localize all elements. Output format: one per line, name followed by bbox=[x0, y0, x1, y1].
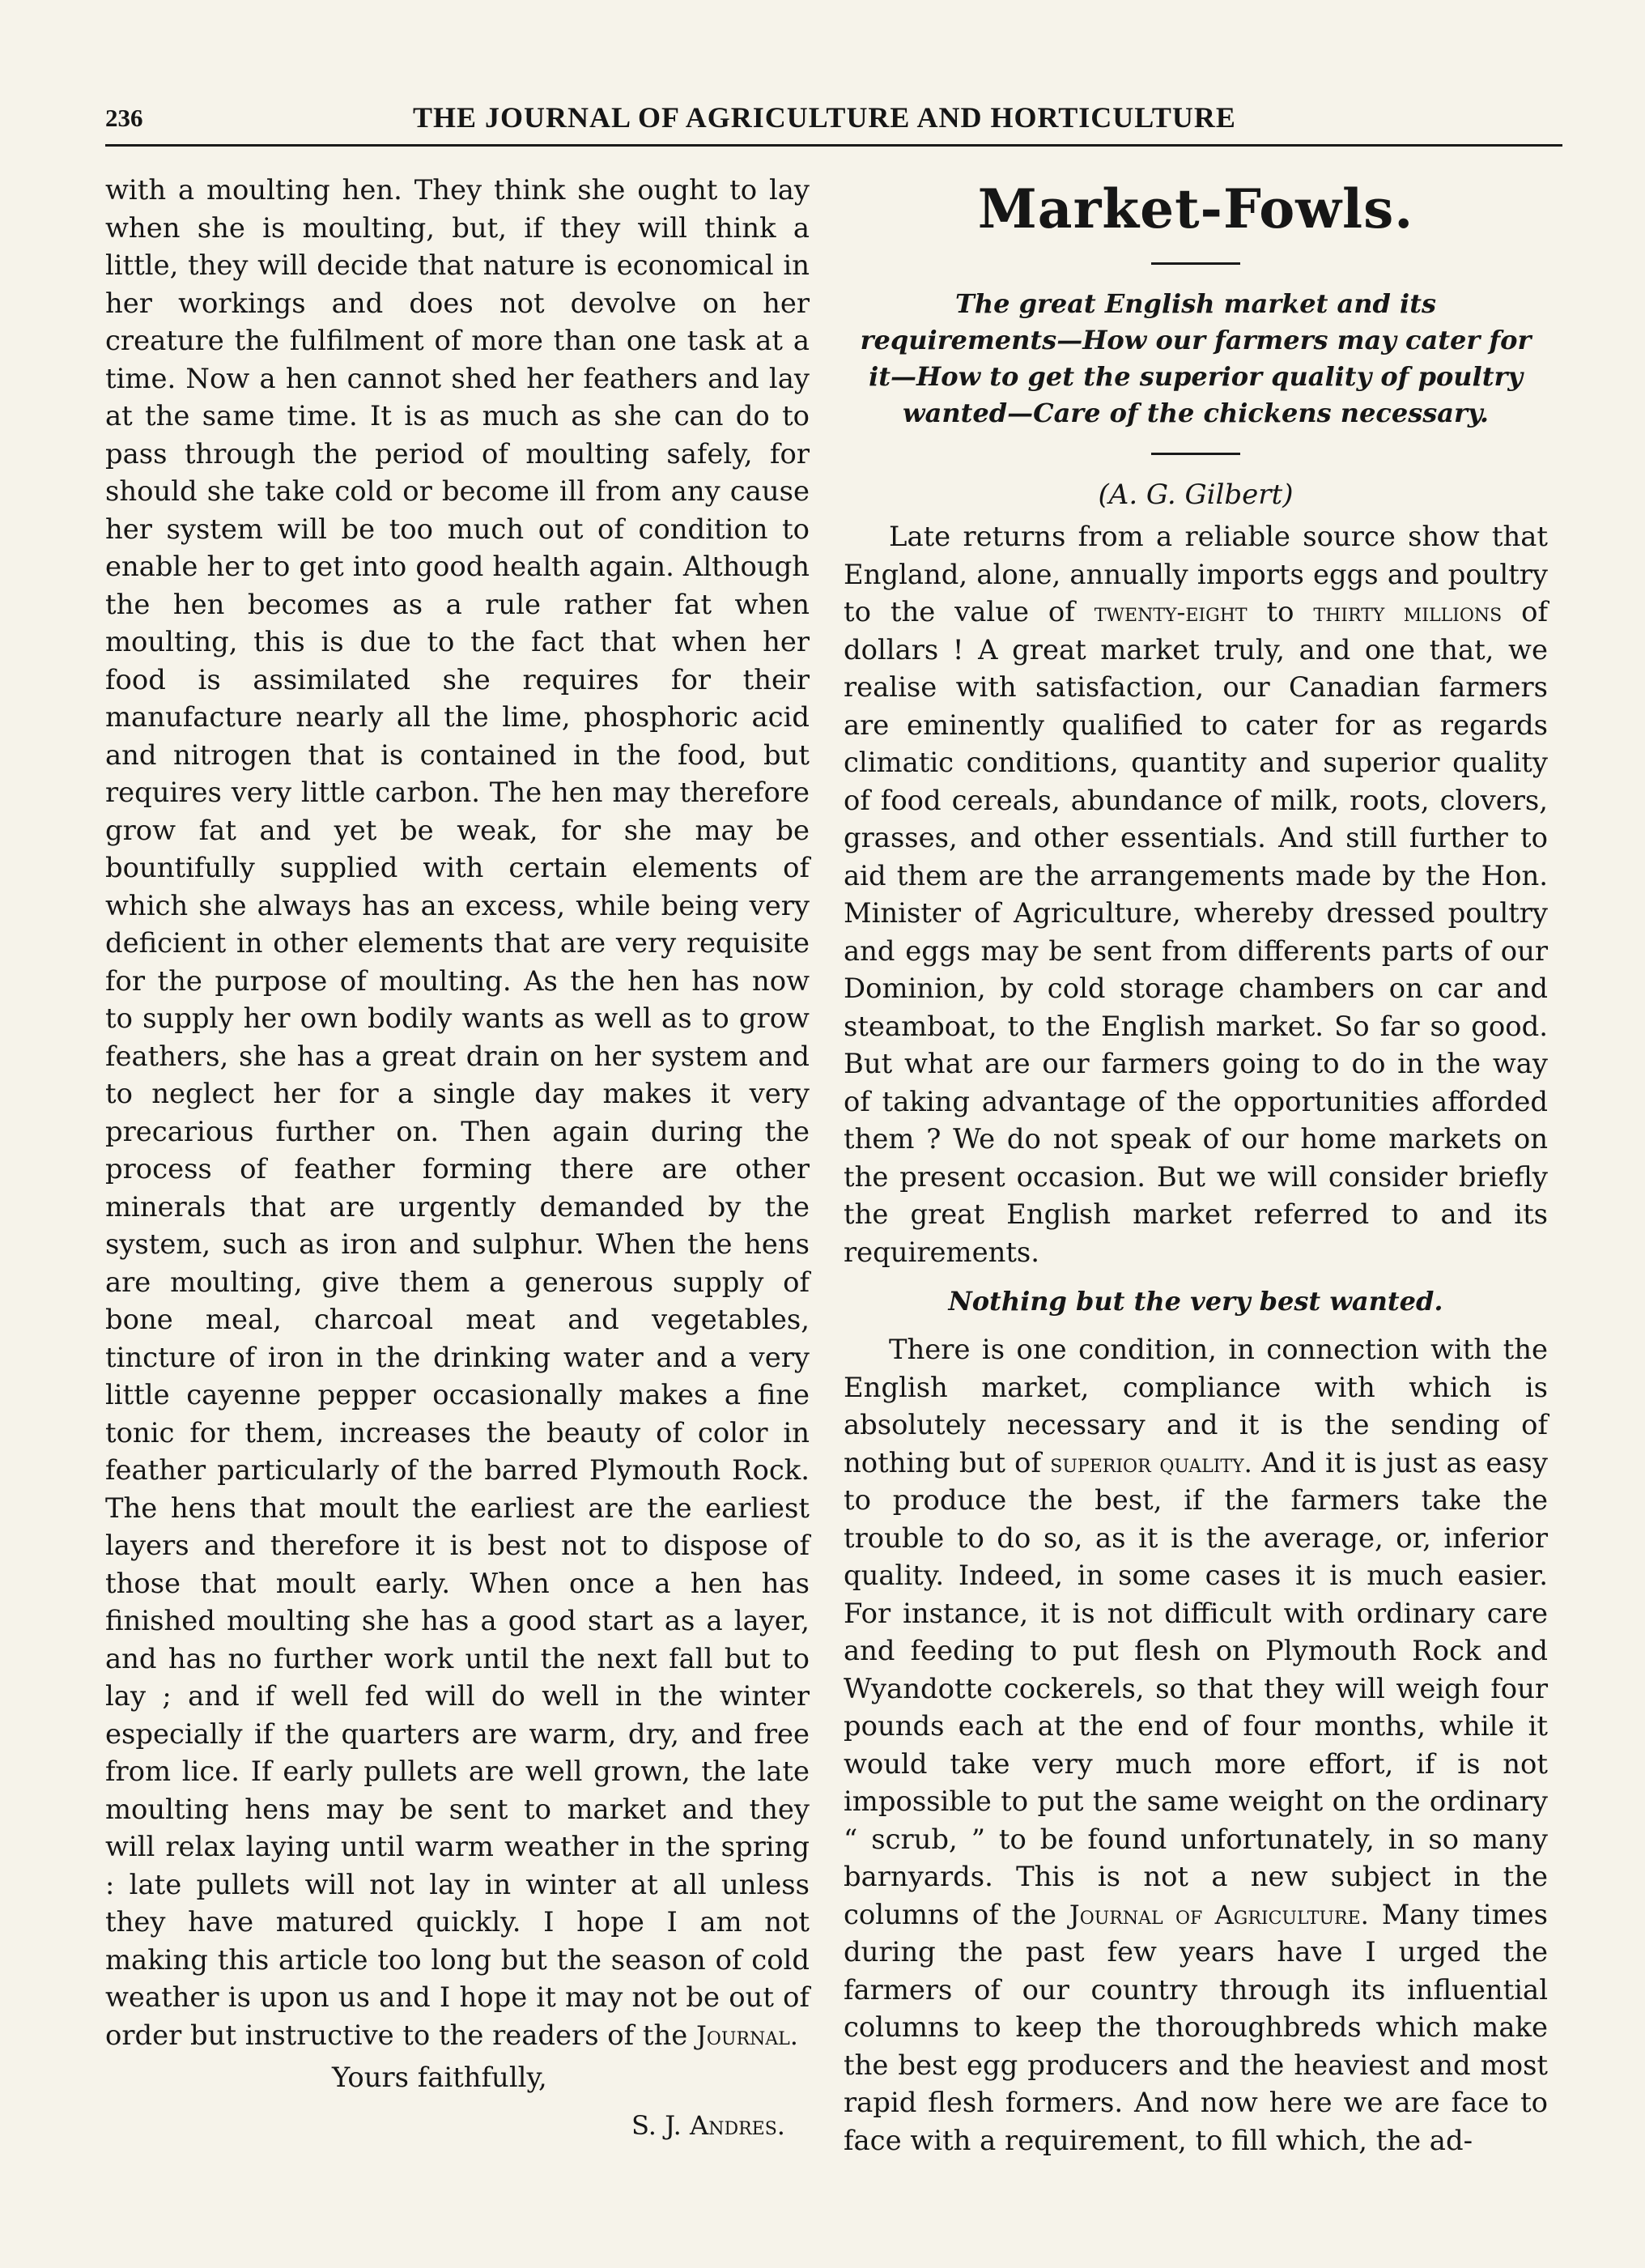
p1-text-c: of dollars ! A great market truly, and one that, we realise with satisfaction, our Canadian farmers are eminently qualified to cater for as regards climatic conditions, quantity and superior quality of food cereals, abundance of milk, roots, clovers, grasses, and other essentials. And still further to aid them are the arrangements made by the Hon. Minister of Agriculture, whereby dressed poultry and eggs may be sent from differents parts of our Dominion, by cold storage chambers on car and steamboat, to the English market. So far so good. But what are our farmers going to do in the way of taking advantage of the opportunities afforded them ? We do not speak of our home markets on the present occasion. But we will consider briefly the great English market referred to and its requirements. bbox=[844, 596, 1549, 1268]
title-rule bbox=[1151, 262, 1240, 265]
p2-text-b: And it is just as easy to produce the best, if the farmers take the trouble to do so, as it is the average, or, inferior quality. Indeed, in some cases it is much easier. For instance, it is not difficult with ordinary care and feeding to put flesh on Plymouth Rock and Wyandotte cockerels, so that they will weigh four pounds each at the end of four months, while it would take very much more effort, if is not impossible to put the same weight on the ordinary “ scrub, ” to be found unfortunately, in so many barnyards. This is not a new subject in the columns of the bbox=[844, 1446, 1548, 1930]
subtitle-rule bbox=[1151, 453, 1240, 455]
page-number: 236 bbox=[105, 104, 143, 132]
page-header bbox=[105, 96, 1562, 147]
left-column bbox=[105, 172, 810, 2144]
article-title: Market-Fowls. bbox=[977, 177, 1414, 240]
left-paragraph bbox=[105, 172, 810, 2054]
byline: (A. G. Gilbert) bbox=[1098, 479, 1294, 511]
paragraph-1 bbox=[844, 518, 1548, 1271]
signature bbox=[105, 2107, 810, 2145]
article-subtitle: The great English market and its requirements—How our farmers may cater for it—How to get the superior quality of poultry wanted—Care of the chickens necessary. bbox=[860, 288, 1532, 428]
section-heading: Nothing but the very best wanted. bbox=[948, 1286, 1443, 1317]
p1-smallcaps-1: twenty-eight bbox=[1094, 597, 1248, 628]
running-head: THE JOURNAL OF AGRICULTURE AND HORTICULTURE bbox=[413, 101, 1236, 134]
p1-smallcaps-2: thirty millions bbox=[1313, 597, 1503, 628]
paragraph-2 bbox=[844, 1331, 1548, 2159]
p2-smallcaps-1: superior quality. bbox=[1050, 1447, 1252, 1479]
left-paragraph-text: with a moulting hen. They think she ought to lay when she is moulting, but, if they will think a little, they will decide that nature is economical in her workings and does not devolve on her creature the fulfilment of more than one task at a time. Now a hen cannot shed her feathers and lay at the same time. It is as much as she can do to pass through the period of moulting safely, for should she take cold or become ill from any cause her system will be too much out of condition to enable her to get into good health again. Although the hen becomes as a rule rather fat when moulting, this is due to the fact that when her food is assimilated she requires for their manufacture nearly all the lime, phosphoric acid and nitrogen that is contained in the food, but requires very little carbon. The hen may therefore grow fat and yet be weak, for she may be bountifully supplied with certain elements of which she always has an excess, while being very deficient in other elements that are very requisite for the purpose of moulting. As the hen has now to supply her own bodily wants as well as to grow feathers, she has a great drain on her system and to neglect her for a single day makes it very precarious further on. Then again during the process of feather forming there are other minerals that are urgently demanded by the system, such as iron and sulphur. When the hens are moulting, give them a generous supply of bone meal, charcoal meat and vegetables, tincture of iron in the drinking water and a very little cayenne pepper occasionally makes a fine tonic for them, increases the beauty of color in feather particularly of the barred Plymouth Rock. The hens that moult the earliest are the earliest layers and therefore it is best not to dispose of those that moult early. When once a hen has finished moulting she has a good start as a layer, and has no further work until the next fall but to lay ; and if well fed will do well in the winter especially if the quarters are warm, dry, and free from lice. If early pullets are well grown, the late moulting hens may be sent to market and they will relax laying until warm weather in the spring : late pullets will not lay in winter at all unless they have matured quickly. I hope I am not making this article too long but the season of cold weather is upon us and I hope it may not be out of order but instructive to the readers of the bbox=[105, 174, 810, 2051]
p2-text-a: There is one condition, in connection with the English market, compliance with which is absolutely necessary and it is the sending of nothing but of bbox=[844, 1334, 1548, 1479]
journal-name: Journal. bbox=[696, 2019, 798, 2051]
p2-smallcaps-2: Journal of Agriculture. bbox=[1069, 1899, 1369, 1930]
right-column bbox=[844, 172, 1548, 2159]
p2-text-c: Many times during the past few years have I urged the farmers of our country through its influential columns to keep the thoroughbreds which make the best egg producers and the heaviest and most rapid flesh formers. And now here we are face to face with a requirement, to fill which, the ad- bbox=[844, 1898, 1548, 2156]
p1-text-b: to bbox=[1266, 596, 1294, 628]
p1-text-a: Late returns from a reliable source show that England, alone, annually imports eggs and poultry to the value of bbox=[844, 521, 1548, 628]
closing: Yours faithfully, bbox=[332, 2062, 547, 2093]
signature-name: S. J. Andres. bbox=[631, 2109, 785, 2141]
